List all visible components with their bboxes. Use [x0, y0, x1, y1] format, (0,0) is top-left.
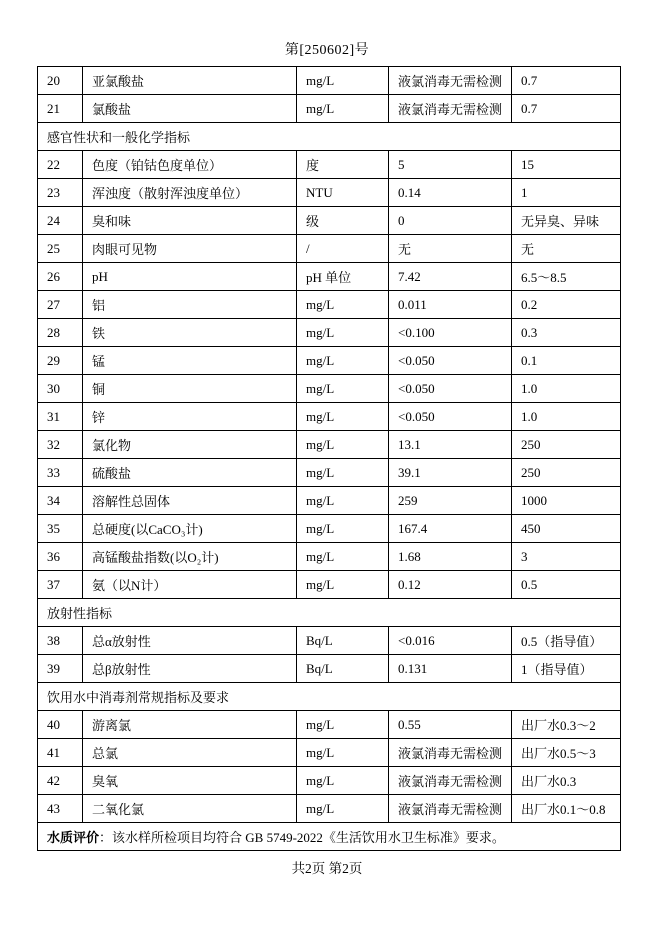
limit-cell: 0.5: [512, 571, 621, 599]
row-number-cell: 24: [38, 207, 83, 235]
limit-cell: 0.3: [512, 319, 621, 347]
row-number-cell: 39: [38, 655, 83, 683]
table-row: [38, 319, 621, 347]
table-row: [38, 207, 621, 235]
result-value-cell: 液氯消毒无需检测: [389, 67, 512, 95]
unit-cell: mg/L: [297, 459, 389, 487]
unit-cell: mg/L: [297, 515, 389, 543]
table-row: [38, 235, 621, 263]
section-title: 放射性指标: [38, 599, 621, 627]
unit-cell: NTU: [297, 179, 389, 207]
table-row: [38, 487, 621, 515]
item-name-cell: 铜: [83, 375, 297, 403]
result-value-cell: 7.42: [389, 263, 512, 291]
result-value-cell: 5: [389, 151, 512, 179]
result-value-cell: 液氯消毒无需检测: [389, 95, 512, 123]
unit-cell: pH 单位: [297, 263, 389, 291]
row-number-cell: 20: [38, 67, 83, 95]
unit-cell: mg/L: [297, 319, 389, 347]
limit-cell: 3: [512, 543, 621, 571]
result-value-cell: 0: [389, 207, 512, 235]
item-name-cell: 臭氧: [83, 767, 297, 795]
limit-cell: 1.0: [512, 375, 621, 403]
row-number-cell: 34: [38, 487, 83, 515]
item-name-cell: 锌: [83, 403, 297, 431]
unit-cell: 度: [297, 151, 389, 179]
table-row: [38, 627, 621, 655]
item-name-cell: 氯酸盐: [83, 95, 297, 123]
unit-cell: 级: [297, 207, 389, 235]
unit-cell: mg/L: [297, 347, 389, 375]
water-quality-table: [37, 66, 621, 851]
limit-cell: 1: [512, 179, 621, 207]
item-name-cell: 氯化物: [83, 431, 297, 459]
unit-cell: mg/L: [297, 543, 389, 571]
item-name-cell: 肉眼可见物: [83, 235, 297, 263]
result-value-cell: 液氯消毒无需检测: [389, 767, 512, 795]
result-value-cell: <0.050: [389, 375, 512, 403]
table-row: [38, 291, 621, 319]
row-number-cell: 37: [38, 571, 83, 599]
result-value-cell: <0.100: [389, 319, 512, 347]
table-row: [38, 431, 621, 459]
table-row: [38, 263, 621, 291]
limit-cell: 0.5（指导值）: [512, 627, 621, 655]
unit-cell: mg/L: [297, 403, 389, 431]
row-number-cell: 43: [38, 795, 83, 823]
evaluation-cell: [38, 823, 621, 851]
row-number-cell: 31: [38, 403, 83, 431]
table-row: [38, 571, 621, 599]
item-name-cell: 总β放射性: [83, 655, 297, 683]
limit-cell: 15: [512, 151, 621, 179]
result-value-cell: 0.011: [389, 291, 512, 319]
item-name-cell: 铁: [83, 319, 297, 347]
result-value-cell: 液氯消毒无需检测: [389, 739, 512, 767]
unit-cell: Bq/L: [297, 655, 389, 683]
item-name-cell: 浑浊度（散射浑浊度单位）: [83, 179, 297, 207]
table-row: [38, 739, 621, 767]
item-name-cell: 总硬度(以CaCO₃计): [83, 515, 297, 543]
result-value-cell: 0.55: [389, 711, 512, 739]
table-row: [38, 795, 621, 823]
row-number-cell: 26: [38, 263, 83, 291]
section-title: 饮用水中消毒剂常规指标及要求: [38, 683, 621, 711]
result-value-cell: 液氯消毒无需检测: [389, 795, 512, 823]
result-value-cell: 167.4: [389, 515, 512, 543]
table-row: [38, 151, 621, 179]
item-name-cell: 总α放射性: [83, 627, 297, 655]
limit-cell: 0.7: [512, 67, 621, 95]
row-number-cell: 33: [38, 459, 83, 487]
item-name-cell: 氨（以N计）: [83, 571, 297, 599]
result-value-cell: <0.050: [389, 347, 512, 375]
table-row: [38, 767, 621, 795]
limit-cell: 出厂水0.3: [512, 767, 621, 795]
row-number-cell: 23: [38, 179, 83, 207]
section-row: [38, 123, 621, 151]
table-row: [38, 95, 621, 123]
unit-cell: mg/L: [297, 711, 389, 739]
unit-cell: /: [297, 235, 389, 263]
row-number-cell: 35: [38, 515, 83, 543]
table-row: [38, 515, 621, 543]
result-value-cell: 39.1: [389, 459, 512, 487]
limit-cell: 1.0: [512, 403, 621, 431]
item-name-cell: 总氯: [83, 739, 297, 767]
unit-cell: mg/L: [297, 767, 389, 795]
document-number: 第[250602]号: [284, 43, 370, 58]
item-name-cell: pH: [83, 263, 297, 291]
unit-cell: mg/L: [297, 67, 389, 95]
limit-cell: 0.2: [512, 291, 621, 319]
result-value-cell: 无: [389, 235, 512, 263]
unit-cell: mg/L: [297, 291, 389, 319]
row-number-cell: 36: [38, 543, 83, 571]
limit-cell: 出厂水0.1～0.8: [512, 795, 621, 823]
item-name-cell: 锰: [83, 347, 297, 375]
section-row: [38, 683, 621, 711]
row-number-cell: 27: [38, 291, 83, 319]
result-value-cell: 259: [389, 487, 512, 515]
limit-cell: 250: [512, 431, 621, 459]
item-name-cell: 臭和味: [83, 207, 297, 235]
table-row: [38, 179, 621, 207]
unit-cell: mg/L: [297, 739, 389, 767]
unit-cell: mg/L: [297, 571, 389, 599]
result-value-cell: <0.050: [389, 403, 512, 431]
row-number-cell: 32: [38, 431, 83, 459]
table-row: [38, 655, 621, 683]
row-number-cell: 29: [38, 347, 83, 375]
table-row: [38, 347, 621, 375]
row-number-cell: 38: [38, 627, 83, 655]
result-value-cell: 0.12: [389, 571, 512, 599]
evaluation-row: [38, 823, 621, 851]
row-number-cell: 30: [38, 375, 83, 403]
result-value-cell: 0.131: [389, 655, 512, 683]
row-number-cell: 25: [38, 235, 83, 263]
unit-cell: mg/L: [297, 95, 389, 123]
row-number-cell: 28: [38, 319, 83, 347]
limit-cell: 无异臭、异味: [512, 207, 621, 235]
limit-cell: 1（指导值）: [512, 655, 621, 683]
item-name-cell: 高锰酸盐指数(以O₂计): [83, 543, 297, 571]
table-row: [38, 711, 621, 739]
result-value-cell: <0.016: [389, 627, 512, 655]
unit-cell: mg/L: [297, 375, 389, 403]
table-row: [38, 375, 621, 403]
item-name-cell: 硫酸盐: [83, 459, 297, 487]
result-value-cell: 1.68: [389, 543, 512, 571]
limit-cell: 出厂水0.5～3: [512, 739, 621, 767]
result-value-cell: 0.14: [389, 179, 512, 207]
row-number-cell: 42: [38, 767, 83, 795]
unit-cell: Bq/L: [297, 627, 389, 655]
limit-cell: 0.1: [512, 347, 621, 375]
item-name-cell: 色度（铂钴色度单位）: [83, 151, 297, 179]
item-name-cell: 游离氯: [83, 711, 297, 739]
limit-cell: 6.5～8.5: [512, 263, 621, 291]
table-row: [38, 543, 621, 571]
item-name-cell: 溶解性总固体: [83, 487, 297, 515]
limit-cell: 出厂水0.3～2: [512, 711, 621, 739]
evaluation-text: ：该水样所检项目均符合 GB 5749-2022《生活饮用水卫生标准》要求。: [99, 830, 505, 845]
row-number-cell: 22: [38, 151, 83, 179]
table-row: [38, 459, 621, 487]
unit-cell: mg/L: [297, 431, 389, 459]
limit-cell: 450: [512, 515, 621, 543]
page-pagination: 共2页 第2页: [291, 861, 363, 876]
row-number-cell: 41: [38, 739, 83, 767]
row-number-cell: 40: [38, 711, 83, 739]
result-value-cell: 13.1: [389, 431, 512, 459]
limit-cell: 0.7: [512, 95, 621, 123]
unit-cell: mg/L: [297, 795, 389, 823]
item-name-cell: 二氧化氯: [83, 795, 297, 823]
item-name-cell: 亚氯酸盐: [83, 67, 297, 95]
section-title: 感官性状和一般化学指标: [38, 123, 621, 151]
table-row: [38, 67, 621, 95]
unit-cell: mg/L: [297, 487, 389, 515]
row-number-cell: 21: [38, 95, 83, 123]
limit-cell: 无: [512, 235, 621, 263]
evaluation-label: 水质评价: [47, 830, 100, 845]
limit-cell: 250: [512, 459, 621, 487]
limit-cell: 1000: [512, 487, 621, 515]
section-row: [38, 599, 621, 627]
table-row: [38, 403, 621, 431]
item-name-cell: 铝: [83, 291, 297, 319]
